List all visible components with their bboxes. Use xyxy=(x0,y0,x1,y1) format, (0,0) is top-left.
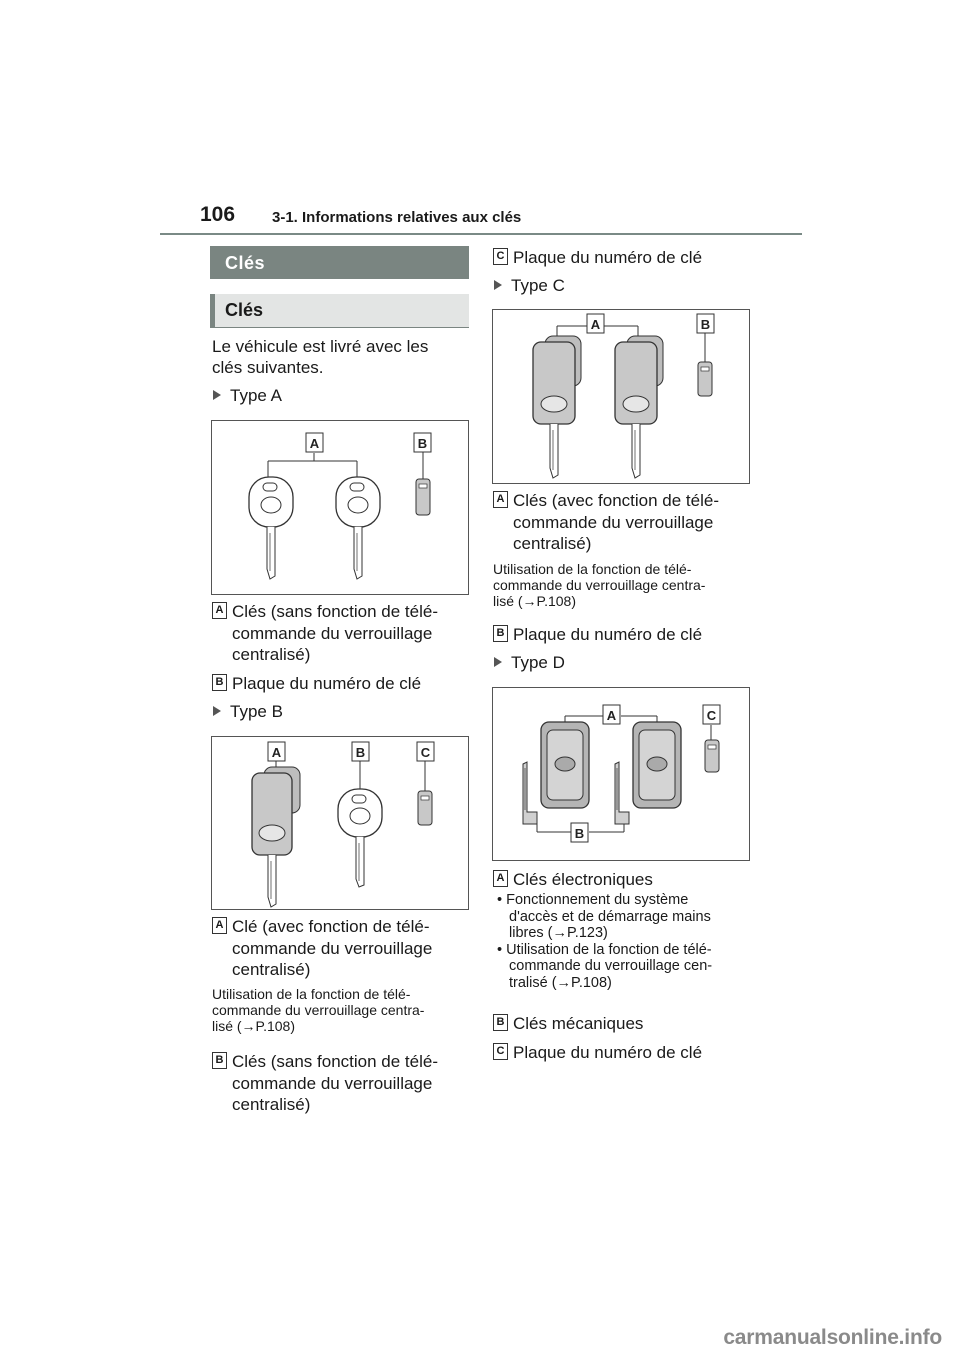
badge-a: A xyxy=(493,870,508,887)
type-c-illustration xyxy=(493,310,749,483)
fig-b-label-c-text: C xyxy=(420,745,431,760)
type-c-item-b xyxy=(493,624,751,646)
key-number-plate-icon xyxy=(705,740,719,772)
badge-b: B xyxy=(212,674,227,691)
key-number-plate-icon xyxy=(418,791,432,825)
fig-c-label-b-text: B xyxy=(700,317,711,332)
triangle-bullet-icon xyxy=(213,706,221,716)
key-number-plate-icon xyxy=(416,479,430,515)
electronic-key-icon xyxy=(541,722,589,808)
type-b-item-b xyxy=(212,1051,470,1116)
figure-type-d xyxy=(492,687,750,861)
item-text: Plaque du numéro de clé xyxy=(513,625,703,644)
figure-type-a xyxy=(211,420,469,595)
item-text: Clés mécaniques xyxy=(513,1014,644,1033)
item-text: Plaque du numéro de clé xyxy=(232,674,422,693)
type-b-note xyxy=(212,986,470,1034)
item-text-cont: commande du verrouillage xyxy=(232,1073,433,1093)
fig-d-label-a-text: A xyxy=(606,708,617,723)
badge-c: C xyxy=(493,1043,508,1060)
fig-b-label-b-text: B xyxy=(355,745,366,760)
triangle-bullet-icon xyxy=(494,657,502,667)
mechanical-key-icon xyxy=(523,762,537,824)
type-c-item-a xyxy=(493,490,751,555)
remote-key-icon xyxy=(615,336,663,478)
intro-text: Le véhicule est livré avec les clés suivantes. xyxy=(212,337,429,377)
note-line: lisé (→P.108) xyxy=(493,593,577,609)
item-text-cont: centralisé) xyxy=(232,960,311,979)
page-number: 106 xyxy=(200,203,236,226)
type-d-title xyxy=(494,653,565,673)
type-a-title xyxy=(213,386,282,406)
note-line: commande du verrouillage centra- xyxy=(493,577,706,593)
remote-key-icon xyxy=(533,336,581,478)
type-d-item-c xyxy=(493,1042,751,1064)
note-line: Utilisation de la fonction de télé- xyxy=(493,561,692,577)
type-c-title xyxy=(494,276,565,296)
item-text-cont: commande du verrouillage xyxy=(232,938,433,958)
header-divider xyxy=(160,233,802,235)
triangle-bullet-icon xyxy=(213,390,221,400)
item-text-cont: centralisé) xyxy=(232,645,311,664)
type-d-illustration xyxy=(493,688,749,860)
item-text: Plaque du numéro de clé xyxy=(513,1043,703,1062)
fig-a-label-a-text: A xyxy=(309,436,320,451)
bullet-item xyxy=(495,892,753,942)
bullet-line: tralisé (→P.108) xyxy=(509,974,612,991)
figure-type-c xyxy=(492,309,750,484)
note-line: Utilisation de la fonction de télé- xyxy=(212,986,411,1002)
item-text: Clés (avec fonction de télé- xyxy=(513,491,719,510)
fig-b-label-a-text: A xyxy=(271,745,282,760)
type-d-item-b xyxy=(493,1013,751,1035)
type-b-item-c xyxy=(493,247,751,269)
note-line: lisé (→P.108) xyxy=(212,1018,296,1034)
item-text-cont: centralisé) xyxy=(513,534,592,553)
item-text-cont: commande du verrouillage xyxy=(513,512,714,532)
type-b-title xyxy=(213,702,283,722)
badge-b: B xyxy=(212,1052,227,1069)
badge-a: A xyxy=(493,491,508,508)
item-text: Clés électroniques xyxy=(513,870,653,889)
item-text: Plaque du numéro de clé xyxy=(513,248,703,267)
heading-main: Clés xyxy=(210,246,469,279)
triangle-bullet-icon xyxy=(494,280,502,290)
section-title: 3-1. Informations relatives aux clés xyxy=(272,209,522,226)
watermark: carmanualsonline.info xyxy=(723,1326,942,1349)
bullet-line: commande du verrouillage cen- xyxy=(509,958,713,974)
badge-a: A xyxy=(212,917,227,934)
badge-a: A xyxy=(212,602,227,619)
type-a-item-b xyxy=(212,673,470,695)
key-icon xyxy=(336,477,380,579)
badge-b: B xyxy=(493,1014,508,1031)
mechanical-key-icon xyxy=(615,762,629,824)
type-c-label: Type C xyxy=(511,276,565,295)
bullet-item xyxy=(495,942,753,992)
electronic-key-icon xyxy=(633,722,681,808)
item-text-cont: centralisé) xyxy=(232,1095,311,1114)
fig-a-label-b-text: B xyxy=(417,436,428,451)
item-text: Clés (sans fonction de télé- xyxy=(232,602,438,621)
badge-b: B xyxy=(493,625,508,642)
item-text-cont: commande du verrouillage xyxy=(232,623,433,643)
bullet-line: libres (→P.123) xyxy=(509,925,608,941)
note-line: commande du verrouillage centra- xyxy=(212,1002,425,1018)
figure-type-b xyxy=(211,736,469,910)
fig-d-label-c-text: C xyxy=(706,708,717,723)
item-text: Clé (avec fonction de télé- xyxy=(232,917,430,936)
bullet-line: d'accès et de démarrage mains xyxy=(509,908,711,925)
key-icon xyxy=(249,477,293,579)
bullet-line: • Utilisation de la fonction de télé- xyxy=(497,941,712,958)
item-text: Clés (sans fonction de télé- xyxy=(232,1052,438,1071)
bullet-line: • Fonctionnement du système xyxy=(497,892,689,908)
type-a-item-a xyxy=(212,601,470,666)
key-number-plate-icon xyxy=(698,362,712,396)
fig-d-label-b-text: B xyxy=(574,826,585,841)
type-d-label: Type D xyxy=(511,653,565,672)
type-b-illustration xyxy=(212,737,468,909)
type-a-label: Type A xyxy=(230,386,282,405)
type-b-item-a xyxy=(212,916,470,981)
type-d-bullets xyxy=(495,892,753,991)
fig-c-label-a-text: A xyxy=(590,317,601,332)
remote-key-icon xyxy=(252,767,300,907)
type-a-illustration xyxy=(212,421,468,594)
type-d-item-a xyxy=(493,869,751,891)
heading-sub: Clés xyxy=(210,294,469,328)
key-icon xyxy=(338,789,382,887)
badge-c: C xyxy=(493,248,508,265)
type-b-label: Type B xyxy=(230,702,283,721)
type-c-note xyxy=(493,561,751,609)
